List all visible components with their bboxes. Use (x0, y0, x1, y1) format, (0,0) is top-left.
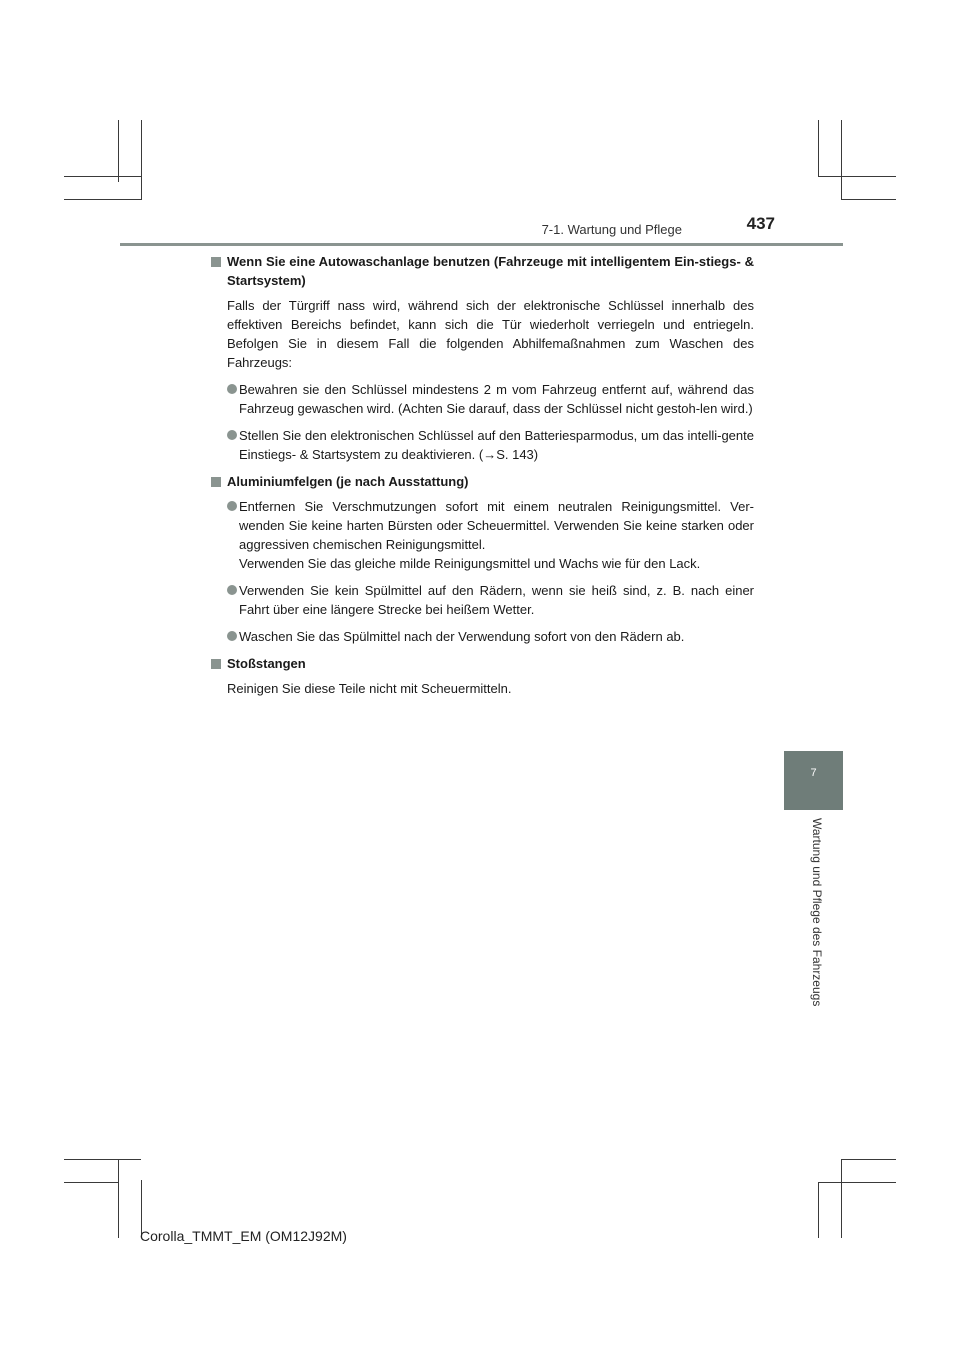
list-item-text: Bewahren sie den Schlüssel mindestens 2 m vom Fahrzeug entfernt auf, während das Fahrzeug gewaschen wird. (Achten Sie darauf, dass der Schlüssel nicht gestoh-len wird.) (239, 382, 754, 416)
crop-mark (841, 1159, 896, 1160)
crop-mark (841, 199, 896, 200)
main-content (211, 252, 754, 706)
crop-mark (64, 199, 141, 200)
crop-mark (64, 176, 141, 177)
page-number: 437 (746, 214, 775, 233)
section-heading-alloy-wheels (211, 472, 754, 491)
square-bullet-icon (211, 257, 221, 267)
crop-mark (818, 1182, 896, 1183)
crop-mark (118, 1160, 119, 1238)
list-item (227, 627, 754, 646)
heading-text: Wenn Sie eine Autowaschanlage benutzen (Fahrzeuge mit intelligentem Ein-stiegs- & Startsystem) (227, 254, 754, 288)
section-heading-bumpers (211, 654, 754, 673)
list-item-text: Verwenden Sie das gleiche milde Reinigungsmittel und Wachs wie für den Lack. (239, 556, 701, 571)
heading-text: Aluminiumfelgen (je nach Ausstattung) (227, 474, 469, 489)
circle-bullet-icon (227, 430, 237, 440)
paragraph: Reinigen Sie diese Teile nicht mit Scheuermitteln. (227, 681, 512, 696)
crop-mark (818, 176, 896, 177)
list-item (227, 497, 754, 573)
crop-mark (841, 120, 842, 200)
crop-mark (818, 1182, 819, 1238)
section-title: 7-1. Wartung und Pflege (541, 222, 682, 237)
crop-mark (841, 1160, 842, 1238)
crop-mark (64, 1182, 119, 1183)
crop-mark (118, 120, 119, 182)
square-bullet-icon (211, 477, 221, 487)
crop-mark (64, 1159, 141, 1160)
chapter-side-label: Wartung und Pflege des Fahrzeugs (810, 818, 824, 1007)
circle-bullet-icon (227, 501, 237, 511)
paragraph: Falls der Türgriff nass wird, während sich der elektronische Schlüssel innerhalb des effektiven Bereichs befindet, kann sich die Tür wiederholt verriegeln und entriegeln. Befolgen Sie in diesem Fall die folgenden Abhilfemaßnahmen zum Waschen des Fahrzeugs: (227, 298, 754, 370)
circle-bullet-icon (227, 585, 237, 595)
chapter-tab: 7 (784, 751, 843, 810)
header-divider (120, 243, 843, 246)
list-item (227, 581, 754, 619)
square-bullet-icon (211, 659, 221, 669)
circle-bullet-icon (227, 631, 237, 641)
list-item (227, 426, 754, 464)
list-item (227, 380, 754, 418)
list-item-text: Entfernen Sie Verschmutzungen sofort mit einem neutralen Reinigungsmittel. Ver-wenden Sie keine harten Bürsten oder Scheuermittel. Verwenden Sie keine starken oder aggressiven chemischen Reinigungsmittel. (239, 499, 754, 552)
circle-bullet-icon (227, 384, 237, 394)
crop-mark (141, 120, 142, 200)
section-heading-car-wash (211, 252, 754, 290)
list-item-text: Waschen Sie das Spülmittel nach der Verwendung sofort von den Rädern ab. (239, 629, 685, 644)
list-item-text: Verwenden Sie kein Spülmittel auf den Rädern, wenn sie heiß sind, z. B. nach einer Fahrt über eine längere Strecke bei heißem Wetter. (239, 583, 754, 617)
document-id: Corolla_TMMT_EM (OM12J92M) (140, 1228, 347, 1244)
heading-text: Stoßstangen (227, 656, 306, 671)
crop-mark (818, 120, 819, 176)
list-item-text: Stellen Sie den elektronischen Schlüssel auf den Batteriesparmodus, um das intelli-gente Einstiegs- & Startsystem zu deaktivieren. (→S. 143) (239, 428, 754, 462)
